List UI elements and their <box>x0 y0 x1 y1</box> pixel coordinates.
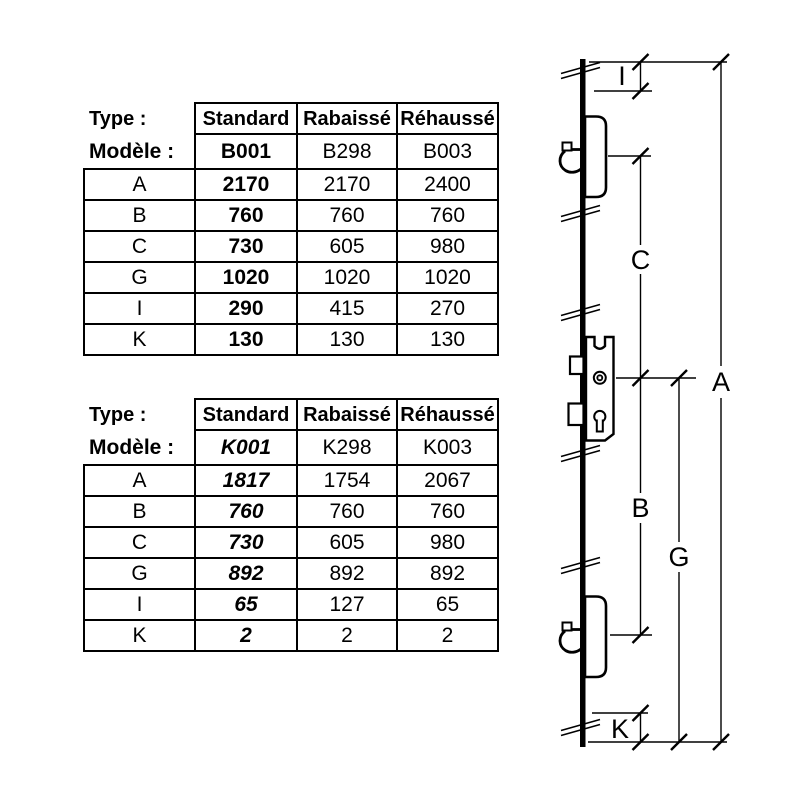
dead-bolt <box>569 404 584 426</box>
dim-label-k: K <box>610 714 630 744</box>
dim-value: 760 <box>297 200 397 231</box>
keyhole-slot <box>597 420 603 432</box>
hook-housing-body <box>585 117 606 198</box>
dim-value: 130 <box>297 324 397 355</box>
dim-value: 130 <box>397 324 498 355</box>
dim-row-label: B <box>84 200 195 231</box>
dim-value: 127 <box>297 589 397 620</box>
dim-value: 605 <box>297 527 397 558</box>
dim-value: 2 <box>195 620 297 651</box>
dim-value: 2 <box>397 620 498 651</box>
dim-row-label: A <box>84 169 195 200</box>
dim-row-label: G <box>84 558 195 589</box>
top-hook-bolt-icon <box>560 143 581 173</box>
col-header-standard: Standard <box>195 399 297 430</box>
dim-label-c: C <box>630 245 651 275</box>
dim-label-i: I <box>618 61 626 91</box>
dim-row-label: I <box>84 293 195 324</box>
dim-value: 2170 <box>195 169 297 200</box>
dim-value: 892 <box>297 558 397 589</box>
dim-value: 415 <box>297 293 397 324</box>
dim-row-label: B <box>84 496 195 527</box>
dim-value: 1817 <box>195 465 297 496</box>
dim-value: 290 <box>195 293 297 324</box>
dimension-ticks <box>630 54 730 750</box>
col-header-rabaisse: Rabaissé <box>297 399 397 430</box>
model-rabaisse: K298 <box>297 430 397 465</box>
dim-row-label: G <box>84 262 195 293</box>
col-header-rehausse: Réhaussé <box>397 399 498 430</box>
dim-value: 2400 <box>397 169 498 200</box>
model-label: Modèle : <box>89 435 175 459</box>
dim-value: 760 <box>297 496 397 527</box>
top-hook-housing <box>585 117 606 198</box>
dim-value: 2170 <box>297 169 397 200</box>
dim-value: 892 <box>397 558 498 589</box>
type-label: Type : <box>89 107 147 130</box>
dim-value: 730 <box>195 231 297 262</box>
dim-value: 1020 <box>195 262 297 293</box>
dim-row-label: K <box>84 324 195 355</box>
model-rehausse: K003 <box>397 430 498 465</box>
dim-row-label: K <box>84 620 195 651</box>
dim-value: 892 <box>195 558 297 589</box>
central-lock-case <box>569 337 614 441</box>
col-header-rehausse: Réhaussé <box>397 103 498 134</box>
model-rabaisse: B298 <box>297 134 397 169</box>
model-standard: B001 <box>195 134 297 169</box>
dimension-labels <box>611 61 730 744</box>
dim-label-g: G <box>668 542 690 572</box>
model-label: Modèle : <box>89 139 175 163</box>
latch-bolt <box>570 357 584 375</box>
dim-label-a: A <box>711 367 731 397</box>
col-header-rabaisse: Rabaissé <box>297 103 397 134</box>
dim-row-label: C <box>84 231 195 262</box>
dim-value: 65 <box>195 589 297 620</box>
dim-value: 605 <box>297 231 397 262</box>
dim-value: 760 <box>195 200 297 231</box>
col-header-standard: Standard <box>195 103 297 134</box>
dim-value: 1754 <box>297 465 397 496</box>
hook-housing-body <box>585 597 606 678</box>
dim-value: 730 <box>195 527 297 558</box>
dim-value: 270 <box>397 293 498 324</box>
bottom-hook-bolt-icon <box>560 623 581 653</box>
dim-label-b: B <box>631 493 650 523</box>
dim-value: 760 <box>195 496 297 527</box>
dim-value: 2067 <box>397 465 498 496</box>
bottom-hook-housing <box>585 597 606 678</box>
dim-row-label: A <box>84 465 195 496</box>
dim-value: 1020 <box>397 262 498 293</box>
dim-value: 65 <box>397 589 498 620</box>
dim-value: 760 <box>397 200 498 231</box>
dim-value: 980 <box>397 527 498 558</box>
dim-value: 760 <box>397 496 498 527</box>
model-rehausse: B003 <box>397 134 498 169</box>
dim-row-label: C <box>84 527 195 558</box>
dim-value: 130 <box>195 324 297 355</box>
type-label: Type : <box>89 403 147 426</box>
model-standard: K001 <box>195 430 297 465</box>
dim-value: 2 <box>297 620 397 651</box>
dim-value: 980 <box>397 231 498 262</box>
dim-row-label: I <box>84 589 195 620</box>
dim-value: 1020 <box>297 262 397 293</box>
